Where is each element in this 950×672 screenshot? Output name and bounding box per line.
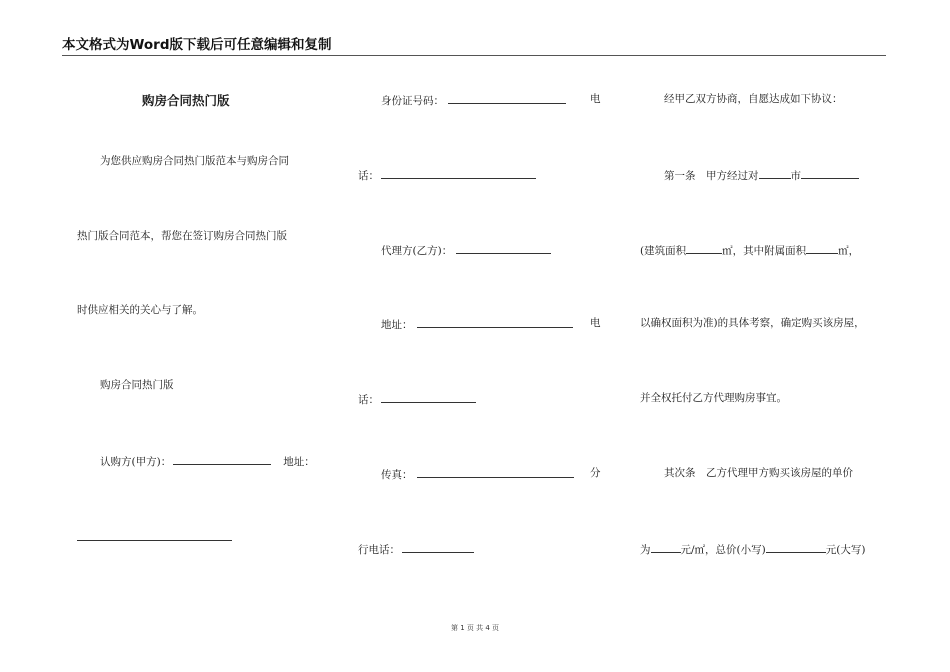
buyer-address-blank (77, 540, 232, 541)
agent-row (381, 242, 551, 258)
total-price-words-label: 元(大写) (825, 544, 866, 556)
page-footer: 第 1 页 共 4 页 (450, 624, 500, 632)
clause-1-line-1 (664, 167, 859, 183)
fax-row (381, 466, 574, 482)
ext-char: 分 (590, 467, 601, 479)
intro-line-3: 时供应相关的关心与了解。 (77, 304, 203, 316)
agent-address-blank (417, 316, 573, 328)
city-blank (759, 167, 791, 179)
tel-label-2: 话： (358, 394, 379, 406)
buyer-label: 认购方(甲方)： (100, 456, 172, 468)
unit-price-blank (651, 541, 681, 553)
clause-2-line-1: 其次条 乙方代理甲方购买该房屋的单价 (664, 467, 853, 479)
buyer-blank (173, 453, 271, 465)
header-rule (62, 55, 886, 56)
total-price-blank (766, 541, 826, 553)
buyer-address-label: 地址： (283, 456, 315, 468)
contract-subtitle: 购房合同热门版 (100, 379, 174, 391)
clause-1-line-2 (640, 242, 859, 258)
ext-row (358, 541, 474, 557)
area-blank (686, 242, 722, 254)
tel-char-1: 电 (590, 93, 601, 105)
tel-label-1: 话： (358, 170, 379, 182)
agent-address-row (381, 316, 573, 332)
agent-blank (456, 242, 551, 254)
annex-area-blank (806, 242, 838, 254)
ext-blank (402, 541, 474, 553)
intro-line-1: 为您供应购房合同热门版范本与购房合同 (100, 155, 289, 167)
area-label: (建筑面积 (640, 245, 687, 257)
clause-1-line-4: 并全权托付乙方代理购房事宜。 (640, 392, 787, 404)
id-row (381, 92, 566, 108)
annex-area-label: ㎡，其中附属面积 (722, 245, 807, 257)
tel-blank-2 (381, 391, 476, 403)
document-header: 本文格式为Word版下载后可任意编辑和复制 (62, 37, 332, 53)
ext-label: 行电话： (358, 544, 400, 556)
id-blank (448, 92, 566, 104)
id-label: 身份证号码： (381, 95, 444, 107)
fax-blank (417, 466, 574, 478)
agent-label: 代理方(乙方)： (381, 245, 453, 257)
tel-row-2 (358, 391, 476, 407)
total-price-label: 元/㎡，总价(小写) (680, 544, 766, 556)
tel-row-1 (358, 167, 536, 183)
unit-price-label: 为 (640, 544, 651, 556)
clause-2-line-2 (640, 541, 865, 557)
clause-1-line-3: 以确权面积为准)的具体考察，确定购买该房屋， (640, 317, 865, 329)
clause-1-text-b: 市 (790, 170, 801, 182)
buyer-row (100, 453, 315, 469)
annex-area-unit: ㎡， (838, 245, 860, 257)
agent-address-label: 地址： (381, 319, 413, 331)
agreement-line-1: 经甲乙双方协商，自愿达成如下协议： (664, 93, 843, 105)
intro-line-2: 热门版合同范本，帮您在签订购房合同热门版 (77, 230, 287, 242)
location-blank (801, 167, 859, 179)
clause-1-text-a: 第一条 甲方经过对 (664, 170, 759, 182)
tel-blank-1 (381, 167, 536, 179)
fax-label: 传真： (381, 469, 413, 481)
tel-char-2: 电 (590, 317, 601, 329)
document-title: 购房合同热门版 (142, 93, 230, 108)
